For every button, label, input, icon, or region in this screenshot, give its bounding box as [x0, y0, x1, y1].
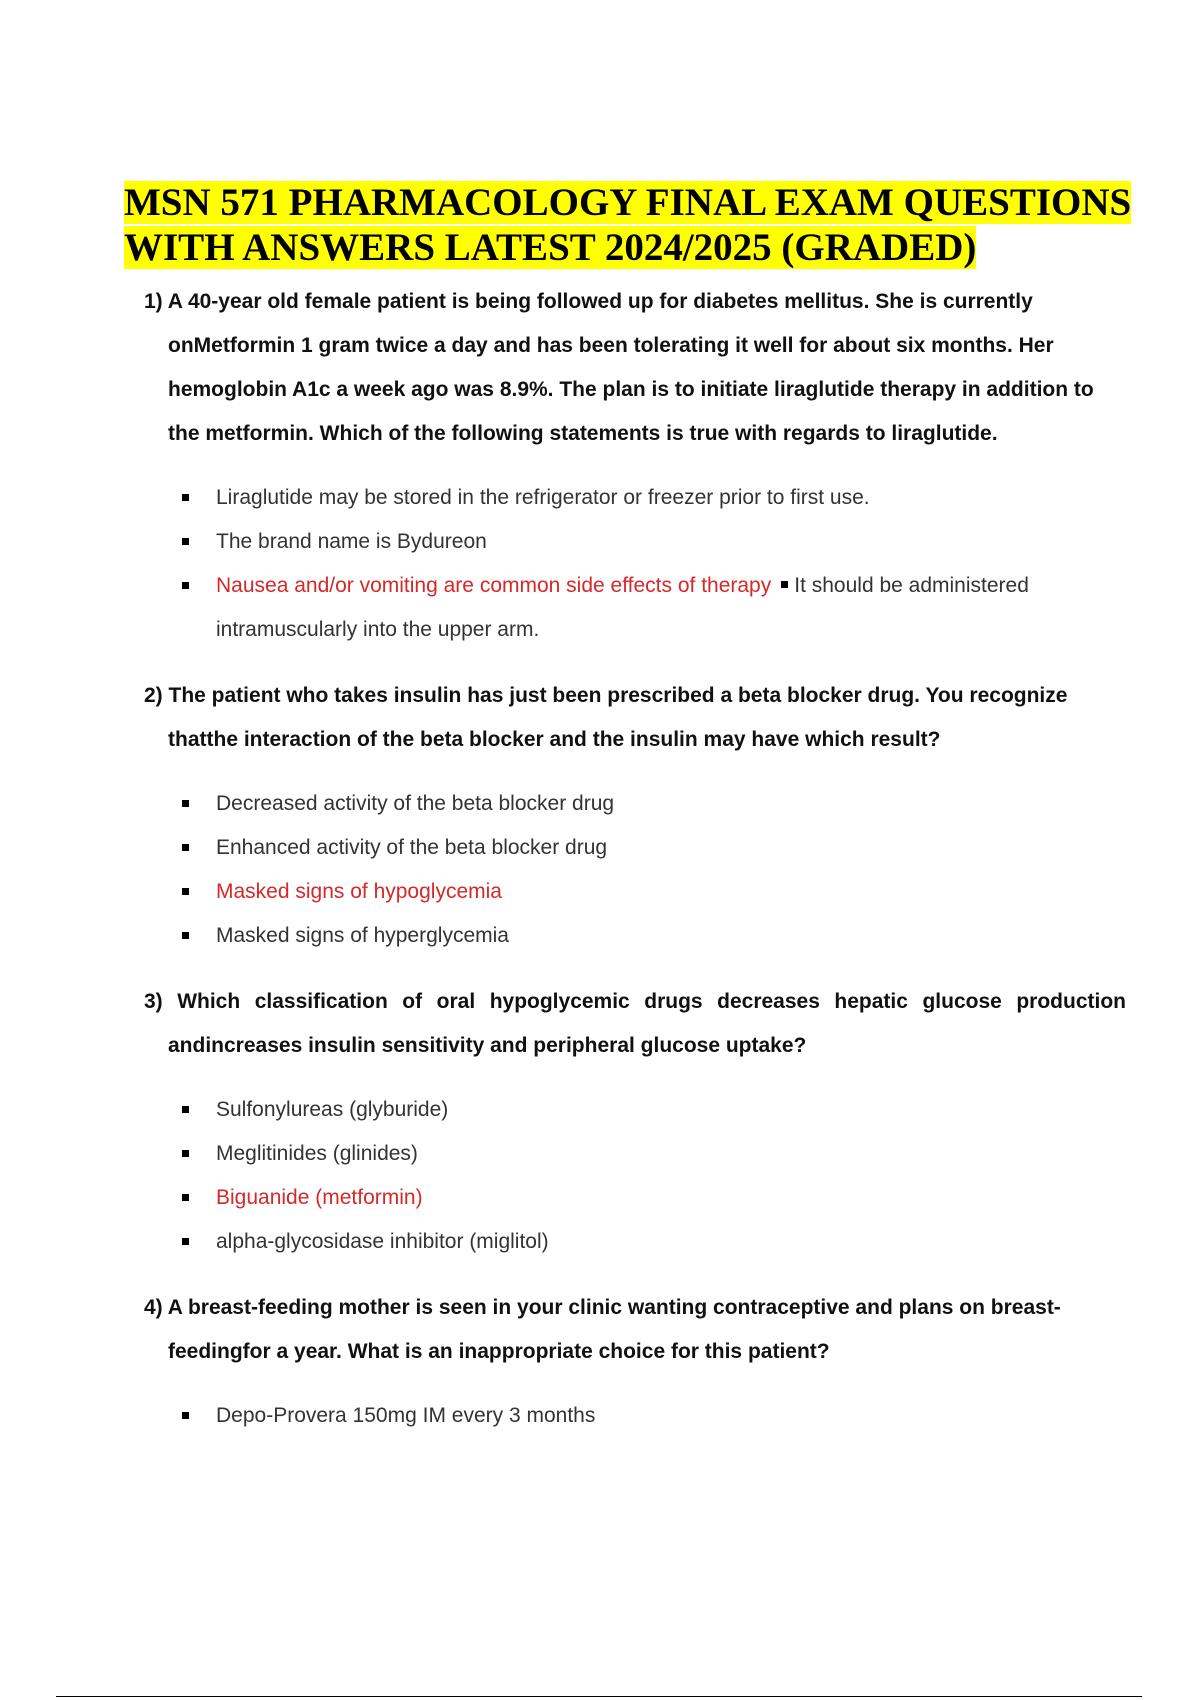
- option-item: Sulfonylureas (glyburide): [144, 1088, 1126, 1132]
- question-1: [144, 280, 1126, 652]
- option-item: Enhanced activity of the beta blocker drug: [144, 826, 1126, 870]
- question-list: [144, 280, 1126, 1460]
- option-item: Masked signs of hyperglycemia: [144, 914, 1126, 958]
- question-2: [144, 674, 1126, 958]
- title-line-1: MSN 571 PHARMACOLOGY FINAL EXAM QUESTIONS: [124, 181, 1132, 224]
- option-item-combined: [144, 564, 1126, 652]
- question-3-options: [144, 1088, 1126, 1264]
- option-item: It should be administered intramuscularly into the upper arm.: [216, 574, 1029, 641]
- question-1-options: [144, 476, 1126, 652]
- title-line-2: WITH ANSWERS LATEST 2024/2025 (GRADED): [124, 226, 977, 269]
- question-4-options: [144, 1394, 1126, 1438]
- option-item: Decreased activity of the beta blocker drug: [144, 782, 1126, 826]
- question-3: [144, 980, 1126, 1264]
- question-4-text: 4) A breast-feeding mother is seen in your clinic wanting contraceptive and plans on breast-feedingfor a year. What is an inappropriate choice for this patient?: [144, 1296, 1061, 1363]
- option-item: The brand name is Bydureon: [144, 520, 1126, 564]
- correct-answer: Masked signs of hypoglycemia: [144, 870, 1126, 914]
- correct-answer: Nausea and/or vomiting are common side effects of therapy: [216, 574, 772, 597]
- question-4: [144, 1286, 1126, 1438]
- question-1-text: 1) A 40-year old female patient is being followed up for diabetes mellitus. She is currently onMetformin 1 gram twice a day and has been tolerating it well for about six months. Her hemoglobin A1c a week ago was 8.9%. The plan is to initiate liraglutide therapy in addition to the metformin. Which of the following statements is true with regards to liraglutide.: [144, 290, 1094, 445]
- option-item: Depo-Provera 150mg IM every 3 months: [144, 1394, 1126, 1438]
- footer-divider: [56, 1696, 1142, 1697]
- question-2-text: 2) The patient who takes insulin has just been prescribed a beta blocker drug. You recognize thatthe interaction of the beta blocker and the insulin may have which result?: [144, 684, 1068, 751]
- bullet-icon: [781, 581, 788, 588]
- option-item: Liraglutide may be stored in the refrigerator or freezer prior to first use.: [144, 476, 1126, 520]
- page-title: [124, 180, 1184, 270]
- correct-answer: Biguanide (metformin): [144, 1176, 1126, 1220]
- question-3-text: 3) Which classification of oral hypoglycemic drugs decreases hepatic glucose production andincreases insulin sensitivity and peripheral glucose uptake?: [144, 990, 1126, 1057]
- question-2-options: [144, 782, 1126, 958]
- option-item: Meglitinides (glinides): [144, 1132, 1126, 1176]
- option-item: alpha-glycosidase inhibitor (miglitol): [144, 1220, 1126, 1264]
